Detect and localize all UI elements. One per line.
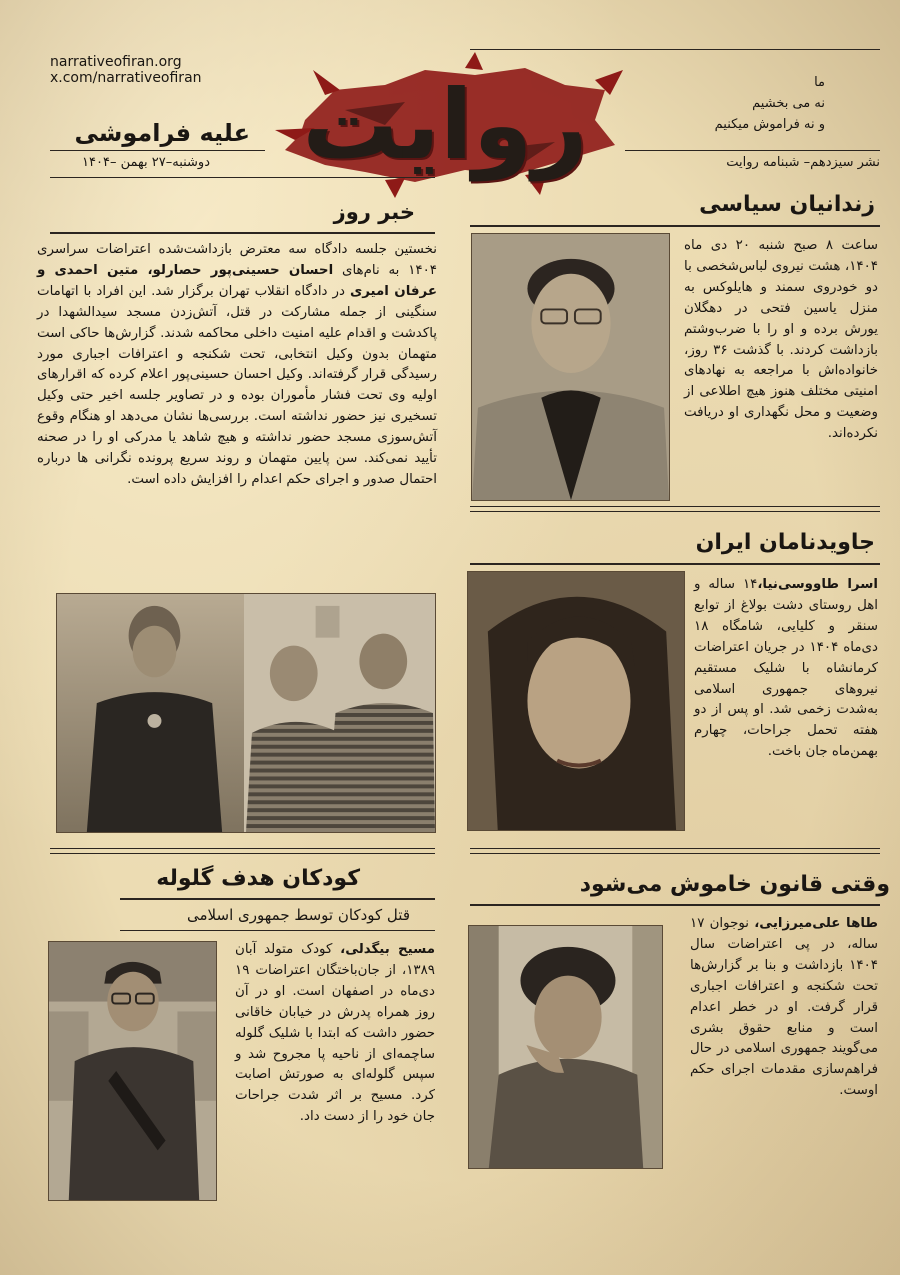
prisoners-body: [684, 236, 878, 445]
law-body: [690, 914, 878, 1102]
prisoners-text-run: ساعت ۸ صبح شنبه ۲۰ دی ماه ۱۴۰۴، هشت نیروی لباس‌شخصی با دو خودروی سمند و هایلوکس به منزل یاسین فتحی در دهگلان یورش برده و او را با ضرب‌وشتم بازداشت کردند. با گذشت ۳۶ روز، خانواده‌اش با مراجعه به نهادهای امنیتی مختلف هنوز هیچ اطلاعی از وضعیت و محل نگهداری او دریافت نکرده‌اند.: [684, 238, 878, 442]
news-text-run: احسان حسینی‌پور حصارلو، متین احمدی و عرفان امیری: [37, 262, 437, 299]
teen-photo-image: [469, 926, 662, 1168]
news-body: [37, 240, 437, 491]
law-text-run: طاها علی‌میرزایی،: [754, 916, 878, 931]
prisoner-photo: [471, 233, 670, 501]
martyrs-text-run: ۱۴ ساله و اهل روستای دشت بولاغ از توابع سنقر و کلیایی، شامگاه ۱۸ دی‌ماه ۱۴۰۴ در جریان اعتراضات کرمانشاه با شلیک مستقیم نیروهای جمهوری اسلامی به‌شدت زخمی شد. او پس از دو هفته تحمل جراحات، چهارم بهمن‌ماه جان باخت.: [694, 577, 878, 760]
child-photo-image: [49, 942, 216, 1200]
children-text-run: کودک متولد آبان ۱۳۸۹، از جان‌باختگان اعتراضات ۱۹ دی‌ماه در اصفهان است. او در آن روز همراه پدرش در خیابان خاقانی حضور داشت که ابتدا با شلیک گلوله ساچمه‌ای از ناحیه پا مجروح شد و سپس گلوله‌ای به صورتش اصابت کرد. مسیح بر اثر شدت جراحات جان خود را از دست داد.: [235, 942, 435, 1125]
bottom-right-divider-b: [470, 853, 880, 854]
news-text-run: در دادگاه انقلاب تهران برگزار شد. این افراد با اتهامات سنگینی از جمله مشارکت در قتل، آتش‌زدن مسجد سیدالشهدا در پاکدشت و اقدام علیه امنیت داخلی محاکمه شدند. گزارش‌ها حاکی است متهمان بدون وکیل انتخابی، تحت شکنجه و اعترافات اجباری مورد رسیدگی قرار گرفته‌اند. وکیل احسان حسینی‌پور اعلام کرده که اقرارهای اولیه وی تحت فشار مأموران بوده و در تصاویر جلسه اخیر حتی وکیل تسخیری نیز حضور نداشته است. بررسی‌ها نشان می‌دهد او هنگام وقوع آتش‌سوزی مسجد حضور نداشته و هیچ شاهد یا مدرکی او را در صحنه تأیید نمی‌کند. سن پایین متهمان و روند سریع پرونده نگرانی ها درباره احتمال صدور و اجرای حکم اعدام را افزایش داده است.: [37, 283, 437, 487]
children-rule: [120, 898, 435, 900]
prisoner-photo-image: [472, 234, 669, 500]
martyr-photo: [467, 571, 685, 831]
series-title: علیه فراموشی: [74, 119, 250, 147]
child-photo: [48, 941, 217, 1201]
children-body: [235, 940, 435, 1128]
martyrs-rule: [470, 563, 880, 565]
news-rule-top: [50, 177, 435, 178]
children-subtitle: قتل کودکان توسط جمهوری اسلامی: [187, 906, 410, 924]
martyr-photo-image: [468, 572, 684, 830]
martyrs-text-run: اسرا طاووسی‌نیا،: [757, 577, 878, 592]
trial-photo-image: [57, 594, 435, 832]
news-rule-under-title: [50, 232, 435, 234]
law-text-run: نوجوان ۱۷ ساله، در پی اعتراضات سال ۱۴۰۴ بازداشت و بنا بر گزارش‌ها تحت شکنجه و اعترافات اجباری قرار گرفت. او در خطر اعدام است و منابع حقوق بشری می‌گویند جمهوری اسلامی در حال فراهم‌سازی مقدمات اجرای حکم اوست.: [690, 916, 878, 1099]
teen-photo: [468, 925, 663, 1169]
twitter-link[interactable]: x.com/narrativeofiran: [50, 70, 202, 86]
news-title: خبر روز: [333, 200, 415, 224]
bottom-right-divider-a: [470, 848, 880, 849]
motto-line-3: و نه فراموش میکنیم: [714, 117, 825, 132]
martyrs-body: [694, 575, 878, 763]
issue-number: نشر سیزدهم– شبنامه روایت: [726, 155, 880, 170]
right-issue-rule-top: [625, 150, 880, 151]
logo-wordmark: روایت: [302, 69, 588, 181]
martyrs-title: جاویدنامان ایران: [695, 530, 875, 555]
bottom-left-divider-a: [50, 848, 435, 849]
law-rule: [470, 904, 880, 906]
issue-date: دوشنبه–۲۷ بهمن –۱۴۰۴: [82, 155, 210, 170]
website-link[interactable]: narrativeofiran.org: [50, 54, 182, 70]
motto: [625, 72, 825, 135]
children-subtitle-rule: [120, 930, 435, 931]
children-title: کودکان هدف گلوله: [156, 866, 360, 891]
motto-line-2: نه می بخشیم: [752, 96, 825, 111]
left-date-rule-top: [50, 150, 265, 151]
section-divider-1a: [470, 506, 880, 507]
law-title: وقتی قانون خاموش می‌شود: [579, 872, 890, 897]
section-divider-1b: [470, 511, 880, 512]
trial-photo: [56, 593, 436, 833]
prisoners-title: زندانیان سیاسی: [699, 192, 875, 217]
bottom-left-divider-b: [50, 853, 435, 854]
children-text-run: مسیح بیگدلی،: [340, 942, 435, 957]
news-text-run: نخستین جلسه دادگاه سه معترض بازداشت‌شده اعتراضات سراسری ۱۴۰۴ به نام‌های: [37, 242, 437, 278]
prisoners-rule: [470, 225, 880, 227]
motto-line-1: ما: [814, 75, 825, 90]
